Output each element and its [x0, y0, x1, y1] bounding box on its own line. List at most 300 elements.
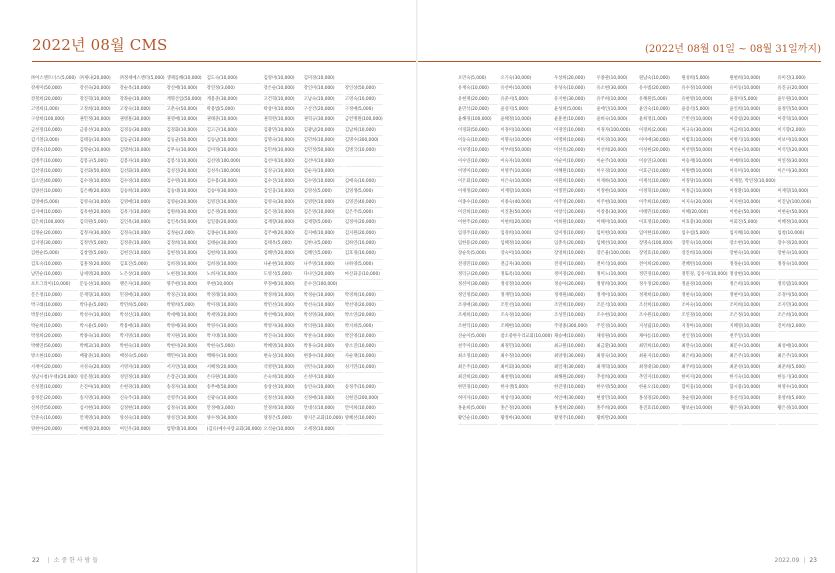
donor-entry: 김은혜(20,000): [80, 187, 118, 197]
donor-entry: 장현숙(10,000): [730, 249, 776, 259]
donor-entry: 김정순(2,000): [167, 229, 205, 239]
donor-entry: 김영진(40,000): [345, 198, 383, 208]
donor-entry: 이명숙(10,000): [500, 136, 552, 146]
donor-entry: 박선영(20,000): [345, 301, 383, 311]
donor-entry: 유이동(10,000): [730, 84, 776, 94]
donor-entry: 최준희(5,000): [778, 363, 818, 373]
donor-entry: 안미희(10,000): [345, 404, 383, 414]
donor-entry: 손진아(10,000): [80, 383, 118, 393]
donor-entry: 나주영(10,000): [304, 260, 343, 270]
donor-entry: 김승미(30,000): [207, 187, 262, 197]
donor-entry: 이주희(10,000): [639, 198, 679, 208]
donor-entry: 천인정(10,000): [681, 332, 727, 342]
donor-entry: 박민희(5,000): [120, 301, 165, 311]
donor-entry: 이순주(10,000): [597, 157, 637, 167]
donor-entry: 정미노(10,000): [597, 270, 637, 280]
donor-entry: 신정선(10,000): [264, 394, 302, 404]
donor-entry: 채아름(10,000): [639, 332, 679, 342]
donor-entry: 윤해경(100,000): [458, 115, 498, 125]
donor-entry: 은빈선(10,000): [681, 115, 727, 125]
donor-entry: 함미웅(10,000): [681, 383, 727, 393]
donor-entry: 이진희(10,000): [458, 208, 498, 218]
donor-entry: 임미현(10,000): [597, 229, 637, 239]
donor-entry: 이강섭(20,000): [730, 115, 776, 125]
donor-entry: 추연지(10,000): [639, 373, 679, 383]
donor-entry: 정윤경(10,000): [681, 280, 727, 290]
donor-entry: 허영수(10,000): [778, 383, 818, 393]
donor-entry: 최양정(30,000): [554, 352, 594, 362]
donor-entry: 김은경(20,000): [207, 208, 262, 218]
donor-entry: 이선순(10,000): [730, 146, 776, 156]
donor-entry: 김현진(10,000): [120, 249, 165, 259]
donor-entry: 윤인희(10,000): [730, 105, 776, 115]
donor-entry: 이지현(10,000): [730, 198, 776, 208]
donor-entry: 이해미(10,000): [597, 218, 637, 228]
donor-entry: 유수정(10,000): [681, 84, 727, 94]
donor-entry: 김선화(50,000): [80, 167, 118, 177]
donor-entry: 김영숙(30,000): [264, 198, 302, 208]
donor-entry: 이성현(20,000): [639, 146, 679, 156]
donor-entry: 정민경, 김유미(10,000): [681, 270, 727, 280]
donor-entry: 최준성(10,000): [730, 363, 776, 373]
donor-entry: 김은영(10,000): [304, 208, 343, 218]
donor-entry: 김민희(10,000): [304, 136, 343, 146]
donor-entry: 장진희(10,000): [681, 249, 727, 259]
donor-entry: 황희란(20,000): [597, 414, 637, 424]
donor-entry: 최경민(10,000): [500, 342, 552, 352]
donor-entry: 허미자(10,000): [458, 394, 498, 404]
donor-entry: 정덕규(20,000): [458, 270, 498, 280]
donor-entry: 김원희(30,000): [167, 208, 205, 218]
donor-entry: 신영주(10,000): [167, 394, 205, 404]
donor-entry: 심정숙(10,000): [167, 404, 205, 414]
donor-entry: 박홍숙(20,000): [304, 342, 343, 352]
donor-entry: 김영생(5,000): [345, 187, 383, 197]
donor-entry: 정재원(40,000): [554, 291, 594, 301]
donor-entry: 강좌순(10,000): [120, 95, 165, 105]
right-page: [418, 0, 835, 573]
donor-entry: 장수경(20,000): [778, 239, 818, 249]
donor-entry: 박지영(10,000): [120, 332, 165, 342]
donor-entry: 고건혁(10,000): [264, 95, 302, 105]
donor-entry: 유현영(10,000): [681, 95, 727, 105]
donor-entry: 정성정(10,000): [500, 280, 552, 290]
donor-entry: 유주희(10,000): [597, 95, 637, 105]
donor-entry: 정민경(10,000): [639, 270, 679, 280]
donor-entry: 임경희(10,000): [500, 229, 552, 239]
donor-entry: 유준서(5,000): [500, 95, 552, 105]
donor-entry: 구산건(20,000): [304, 105, 343, 115]
donor-entry: 박선숙(10,000): [304, 301, 343, 311]
donor-entry: 무정애(10,000): [264, 280, 302, 290]
donor-entry: 이수연(10,000): [458, 157, 498, 167]
donor-entry: [778, 332, 818, 342]
donor-entry: 안경희(10,000): [264, 404, 302, 414]
donor-entry: 윤경미(5,000): [730, 95, 776, 105]
donor-entry: 조수원(10,000): [639, 311, 679, 321]
donor-entry: 손장근(10,000): [167, 373, 205, 383]
donor-entry: 장민숙(10,000): [681, 239, 727, 249]
donor-entry: 이경미(10,000): [500, 126, 552, 136]
issue-date: 2022.09: [774, 557, 800, 564]
donor-entry: ㈜정세에스엔터(5,000): [120, 74, 165, 84]
donor-entry: 우상희(20,000): [554, 74, 594, 84]
donor-entry: 김명희(10,000): [120, 146, 165, 156]
donor-entry: 김광남(20,000): [304, 126, 343, 136]
footer-separator-right: |: [803, 557, 806, 564]
donor-entry: 이경희(2,000): [639, 126, 679, 136]
donor-entry: 이명희(10,000): [554, 136, 594, 146]
donor-entry: 박찬숙(10,000): [304, 332, 343, 342]
donor-entry: 윤연숙(10,000): [639, 105, 679, 115]
donor-entry: 이우경(10,000): [597, 167, 637, 177]
donor-entry: 이효충(30,000): [681, 218, 727, 228]
donor-entry: [730, 414, 776, 424]
donor-entry: 박명희(5,000): [167, 301, 205, 311]
donor-entry: 손현경(10,000): [120, 383, 165, 393]
donor-entry: 송지영(10,000): [80, 394, 118, 404]
donor-entry: 김성규(10,000): [264, 167, 302, 177]
donor-entry: 김민정(50,000): [304, 146, 343, 156]
donor-entry: 김동균(50,000): [167, 136, 205, 146]
donor-entry: 명주현(10,000): [167, 280, 205, 290]
donor-entry: 정경순(10,000): [730, 260, 776, 270]
donor-entry: 유소현(30,000): [597, 84, 637, 94]
donor-entry: 안대석(10,000): [304, 404, 343, 414]
donor-entry: 홍정희(20,000): [554, 404, 594, 414]
donor-entry: 계용준(30,000): [207, 95, 262, 105]
donor-entry: 이애희(10,000): [730, 157, 776, 167]
donor-list-right: [458, 74, 818, 425]
donor-entry: 이연정(30,000): [778, 157, 818, 167]
donor-entry: 임청(10,000): [778, 229, 818, 239]
donor-entry: [778, 414, 818, 424]
donor-entry: 진미희(2,000): [778, 322, 818, 332]
donor-entry: 홍진효(10,000): [639, 404, 679, 414]
donor-entry: 이재석(10,000): [639, 177, 679, 187]
donor-entry: 마산화공(10,000): [345, 270, 383, 280]
donor-entry: 사순재(10,000): [345, 352, 383, 362]
donor-entry: 장현숙(10,000): [778, 249, 818, 259]
donor-entry: 최은주(10,000): [458, 363, 498, 373]
donor-entry: 권태준(10,000): [207, 115, 262, 125]
donor-entry: 문재형(10,000): [80, 291, 118, 301]
donor-entry: 양수정(30,000): [207, 414, 262, 424]
donor-entry: 변숙실(10,000): [264, 352, 302, 362]
donor-entry: 조은희(10,000): [778, 311, 818, 321]
page-number-right: 23: [809, 557, 817, 564]
donor-entry: 강선숙(20,000): [80, 84, 118, 94]
donor-entry: 이보미(10,000): [778, 136, 818, 146]
donor-entry: 김연웅(10,000): [264, 187, 302, 197]
donor-entry: 이원희(10,000): [554, 177, 594, 187]
donor-entry: 윤훈천(10,000): [554, 115, 594, 125]
donor-entry: 허상석(30,000): [500, 394, 552, 404]
donor-entry: 임한용(20,000): [458, 239, 498, 249]
donor-entry: 김봉규(5,000): [80, 157, 118, 167]
donor-entry: 최영숙(10,000): [597, 352, 637, 362]
donor-entry: 정재이(10,000): [597, 291, 637, 301]
donor-entry: 김미경(10,000): [207, 146, 262, 156]
donor-entry: 김영성(5,000): [304, 187, 343, 197]
donor-entry: [778, 177, 818, 187]
donor-entry: 백민아(10,000): [167, 352, 205, 362]
donor-entry: 임춘옥(20,000): [554, 239, 594, 249]
donor-entry: 방소진(10,000): [345, 342, 383, 352]
donor-entry: 임미정(10,000): [554, 229, 594, 239]
donor-entry: 김재향(5,000): [304, 218, 343, 228]
donor-entry: 최이회(30,000): [500, 363, 552, 373]
donor-entry: 홍은정(20,000): [500, 404, 552, 414]
donor-entry: 홍윤희(5,000): [458, 404, 498, 414]
donor-entry: 김주애(20,000): [264, 229, 302, 239]
donor-entry: 이창용(30,000): [597, 208, 637, 218]
donor-entry: 이영주(10,000): [500, 167, 552, 177]
donor-entry: 박현미(20,000): [167, 342, 205, 352]
donor-entry: 지혜영(10,000): [730, 322, 776, 332]
donor-entry: 신희강(50,000): [31, 404, 78, 414]
donor-entry: 이정환(10,000): [730, 187, 776, 197]
donor-entry: 김소연(40,000): [31, 177, 78, 187]
donor-entry: 유성숙(10,000): [554, 84, 594, 94]
donor-entry: 최주희(10,000): [681, 363, 727, 373]
donor-entry: 이혜원(10,000): [554, 167, 594, 177]
donor-entry: 이효정(10,000): [639, 218, 679, 228]
donor-entry: 김옥기(10,000): [120, 208, 165, 218]
donor-entry: 이은숙(10,000): [500, 177, 552, 187]
page-footer-left: [32, 555, 98, 564]
donor-entry: 윤희숙(10,000): [597, 115, 637, 125]
donor-entry: 윤용석(5,000): [681, 105, 727, 115]
donor-entry: 금련병원(100,000): [345, 115, 383, 125]
donor-entry: 손성철(10,000): [31, 383, 78, 393]
donor-entry: 김수영(10,000): [167, 177, 205, 187]
donor-entry: 남민순(10,000): [31, 270, 78, 280]
donor-entry: 권병훈(30,000): [120, 115, 165, 125]
donor-entry: 황은경(30,000): [730, 404, 776, 414]
donor-entry: 문은정(10,000): [31, 291, 78, 301]
donor-entry: 노현철(10,000): [167, 270, 205, 280]
donor-entry: 정현이(10,000): [730, 291, 776, 301]
donor-entry: 김성우(100,000): [207, 167, 262, 177]
donor-entry: 생체를해(10,000): [167, 74, 205, 84]
donor-entry: 김호경(10,000): [345, 249, 383, 259]
donor-entry: 포트그라이(10,000): [31, 280, 78, 290]
donor-entry: 박용애(10,000): [120, 322, 165, 332]
donor-entry: 김영숙(10,000): [80, 198, 118, 208]
donor-entry: 최금환(30,000): [597, 342, 637, 352]
donor-entry: 조민선(10,000): [500, 301, 552, 311]
donor-entry: 박선배(10,000): [264, 311, 302, 321]
donor-entry: (김유)예수사랑교회(30,000): [207, 425, 262, 435]
donor-entry: 이은미(30,000): [778, 167, 818, 177]
donor-entry: 서성숙(20,000): [80, 363, 118, 373]
donor-entry: 박구례(10,000): [31, 301, 78, 311]
donor-entry: 권민정(30,000): [80, 115, 118, 125]
donor-entry: 송정문(20,000): [31, 394, 78, 404]
donor-entry: 장순옥(5,000): [458, 249, 498, 259]
donor-entry: 김정빈(5,000): [80, 239, 118, 249]
donor-entry: 박경근(10,000): [167, 291, 205, 301]
donor-entry: 권혁란(10,000): [264, 115, 302, 125]
donor-entry: 노희자(10,000): [207, 270, 262, 280]
donor-entry: 이순이(10,000): [554, 157, 594, 167]
donor-entry: 양정은(5,000): [264, 414, 302, 424]
donor-entry: 박성수(10,000): [80, 311, 118, 321]
donor-entry: 허인애(30,000): [554, 394, 594, 404]
donor-entry: 고정희(10,000): [80, 105, 118, 115]
donor-entry: 김동남(10,000): [207, 136, 262, 146]
donor-entry: 이정당(10,000): [681, 177, 727, 187]
donor-entry: 박혜교(10,000): [80, 342, 118, 352]
donor-entry: 박정희(20,000): [31, 332, 78, 342]
donor-entry: 김영순(20,000): [167, 198, 205, 208]
donor-entry: 김선미(10,000): [264, 157, 302, 167]
donor-entry: 이미경(10,000): [597, 136, 637, 146]
donor-entry: 이재형(10,000): [500, 187, 552, 197]
donor-entry: 이영미(10,000): [458, 167, 498, 177]
donor-entry: 박봉선(10,000): [31, 311, 78, 321]
donor-entry: 이경연(10,000): [554, 126, 594, 136]
donor-entry: 김병주(10,000): [31, 157, 78, 167]
donor-entry: 안경애(3,000): [207, 404, 262, 414]
donor-entry: 채성원(10,000): [597, 332, 637, 342]
donor-entry: 이부희(50,000): [500, 146, 552, 156]
donor-entry: 이진남(100,000): [778, 198, 818, 208]
donor-entry: 이종숙(40,000): [500, 198, 552, 208]
donor-entry: 박시윤(5,000): [80, 322, 118, 332]
donor-entry: 박영자(30,000): [264, 322, 302, 332]
donor-entry: 김지애(10,000): [304, 229, 343, 239]
donor-entry: 유진규(20,000): [778, 84, 818, 94]
donor-entry: 박성신(10,000): [120, 311, 165, 321]
donor-entry: 양지은교회(10,000): [304, 414, 343, 424]
donor-entry: 곽용범(5,000): [207, 105, 262, 115]
donor-entry: 양성숙(10,000): [120, 414, 165, 424]
donor-entry: 김정분(10,000): [120, 239, 165, 249]
donor-entry: 주영종(300,000): [554, 322, 594, 332]
donor-entry: 양성진(10,000): [167, 414, 205, 424]
donor-entry: 신현진(200,000): [345, 394, 383, 404]
donor-entry: 김정미(20,000): [345, 218, 383, 228]
donor-entry: 원현희(10,000): [730, 74, 776, 84]
donor-entry: 이선희(20,000): [597, 146, 637, 156]
donor-entry: 양현아(20,000): [31, 425, 78, 435]
donor-entry: 신정애(10,000): [304, 394, 343, 404]
donor-entry: 김창열(5,000): [80, 249, 118, 259]
donor-entry: 한기숙(10,000): [730, 373, 776, 383]
donor-entry: 최소정(10,000): [458, 352, 498, 362]
donor-entry: 윤해정(10,000): [500, 115, 552, 125]
donor-entry: 임지혜(10,000): [730, 229, 776, 239]
donor-entry: 이헌순(50,000): [730, 208, 776, 218]
donor-entry: 이경자(100,000): [597, 126, 637, 136]
donor-entry: 한민경(10,000): [458, 383, 498, 393]
donor-entry: 양혜선(10,000): [345, 414, 383, 424]
page-title: 2022년 08월 CMS: [32, 36, 168, 54]
donor-entry: 이범호(10,000): [681, 136, 727, 146]
donor-entry: [345, 167, 383, 177]
donor-entry: 김애숙(10,000): [345, 177, 383, 187]
donor-entry: 이혜정(10,000): [778, 218, 818, 228]
page-number-left: 22: [32, 557, 40, 564]
donor-entry: 김병국(10,000): [345, 146, 383, 156]
donor-entry: 이규숙(30,000): [681, 126, 727, 136]
donor-entry: 김혜빈(20,000): [264, 249, 302, 259]
donor-entry: 정우정(20,000): [639, 280, 679, 290]
donor-entry: 서지연(10,000): [167, 363, 205, 373]
donor-entry: 석영란(10,000): [264, 363, 302, 373]
donor-entry: 오세정(10,000): [304, 425, 343, 435]
donor-entry: 황정아(30,000): [500, 414, 552, 424]
donor-entry: 윤에인(10,000): [597, 105, 637, 115]
donor-entry: 이재정(20,000): [458, 187, 498, 197]
donor-entry: 조세희(10,000): [458, 311, 498, 321]
donor-entry: 한진영(10,000): [554, 383, 594, 393]
donor-entry: 조민희(10,000): [554, 301, 594, 311]
donor-entry: 이혜(20,000): [681, 208, 727, 218]
donor-entry: 서영자(10,000): [120, 363, 165, 373]
donor-entry: 김옥현(20,000): [80, 208, 118, 218]
donor-entry: 김봉식(10,000): [167, 157, 205, 167]
donor-entry: 황정주(10,000): [554, 414, 594, 424]
donor-entry: 나운현(10,000): [264, 260, 302, 270]
donor-entry: 이강혁(10,000): [778, 115, 818, 125]
donor-entry: 김은경(10,000): [264, 208, 302, 218]
donor-entry: 조숙경(10,000): [500, 311, 552, 321]
donor-entry: 구창희(100,000): [31, 115, 78, 125]
donor-entry: 이종수(10,000): [458, 198, 498, 208]
donor-entry: 우종관(10,000): [597, 74, 637, 84]
donor-entry: 정은희(10,000): [730, 280, 776, 290]
donor-entry: 이정한(10,000): [597, 187, 637, 197]
donor-entry: 백해수(10,000): [207, 352, 262, 362]
donor-entry: 문동선(10,000): [80, 280, 118, 290]
donor-entry: 한우영(50,000): [597, 383, 637, 393]
donor-entry: 김민희(10,000): [264, 146, 302, 156]
donor-entry: 김은희(100,000): [31, 218, 78, 228]
donor-entry: 이재철, 박연정(10,000): [730, 177, 776, 187]
donor-entry: 이유미(10,000): [730, 167, 776, 177]
donor-entry: 황인순(10,000): [458, 414, 498, 424]
donor-entry: 박민선(10,000): [264, 301, 302, 311]
donor-entry: 강신애(10,000): [167, 84, 205, 94]
donor-entry: 김영란(10,000): [304, 198, 343, 208]
donor-entry: 구정애(5,000): [345, 105, 383, 115]
donor-entry: 김혜인(5,000): [304, 249, 343, 259]
donor-entry: 오기숙(30,000): [500, 74, 552, 84]
donor-entry: 정의엽(10,000): [778, 280, 818, 290]
donor-entry: 김재향(30,000): [264, 218, 302, 228]
donor-entry: 김선영(100,000): [207, 157, 262, 167]
donor-entry: 김광민(10,000): [264, 126, 302, 136]
donor-entry: 장명숙(100,000): [639, 239, 679, 249]
donor-entry: 조아숙(10,000): [681, 301, 727, 311]
donor-entry: 김경동(30,000): [120, 126, 165, 136]
donor-entry: 고창숙(10,000): [120, 105, 165, 115]
donor-entry: 이은회(10,000): [458, 177, 498, 187]
donor-entry: 원성희(5,000): [681, 74, 727, 84]
donor-entry: 이태민(10,000): [639, 208, 679, 218]
donor-entry: 임수섭(5,000): [681, 229, 727, 239]
donor-entry: 유수범(20,000): [639, 84, 679, 94]
donor-entry: 신광숙(10,000): [207, 394, 262, 404]
donor-entry: 이창식(20,000): [554, 208, 594, 218]
donor-entry: 김은주(5,000): [345, 208, 383, 218]
donor-entry: 최은주(10,000): [730, 352, 776, 362]
donor-entry: 금선정(10,000): [31, 126, 78, 136]
donor-entry: 배정숙(5,000): [120, 352, 165, 362]
